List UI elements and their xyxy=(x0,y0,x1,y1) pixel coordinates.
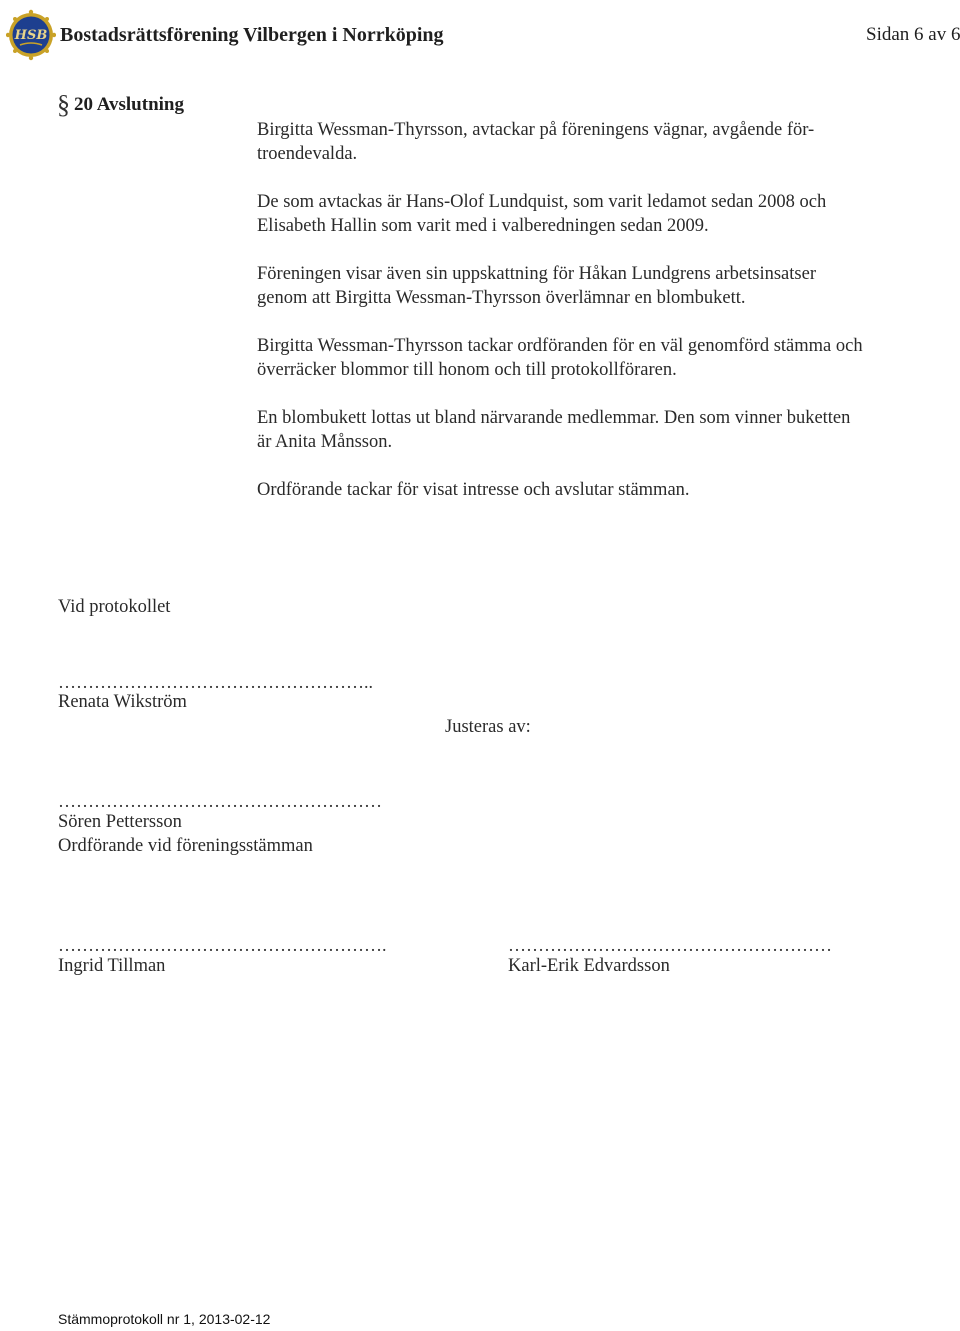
paragraph: Föreningen visar även sin uppskattning för Håkan Lundgrens arbetsinsatser genom att Birgitta Wessman-Thyrsson överlämnar en blombukett. xyxy=(257,264,816,308)
hsb-logo xyxy=(6,8,56,62)
justeras-label: Justeras av: xyxy=(445,717,531,737)
paragraph: Birgitta Wessman-Thyrsson, avtackar på föreningens vägnar, avgående för- troendevalda. xyxy=(257,120,815,164)
footer-text: Stämmoprotokoll nr 1, 2013-02-12 xyxy=(58,1311,271,1327)
signature-line: ……………………………………………… xyxy=(508,935,832,955)
signature-line: …………………………………………….. xyxy=(58,672,373,692)
paragraph: En blombukett lottas ut bland närvarande medlemmar. Den som vinner buketten är Anita Månsson. xyxy=(257,408,851,452)
logo-text: HSB xyxy=(14,28,48,43)
paragraph: Ordförande tackar för visat intresse och avslutar stämman. xyxy=(257,480,690,500)
signature-line: ………………………………………………. xyxy=(58,935,387,955)
signer-name: Ingrid Tillman xyxy=(58,956,166,976)
signer-name: Renata Wikström xyxy=(58,692,187,712)
section-mark: § xyxy=(57,90,70,119)
signer-name: Sören Pettersson xyxy=(58,812,182,832)
vid-protokollet-label: Vid protokollet xyxy=(58,597,171,617)
paragraph: Birgitta Wessman-Thyrsson tackar ordföranden för en väl genomförd stämma och överräcker blommor till honom och till protokollföraren. xyxy=(257,336,863,380)
paragraph: De som avtackas är Hans-Olof Lundquist, som varit ledamot sedan 2008 och Elisabeth Hallin som varit med i valberedningen sedan 2009. xyxy=(257,192,827,236)
organization-name: Bostadsrättsförening Vilbergen i Norrköping xyxy=(60,24,444,46)
signer-name: Karl-Erik Edvardsson xyxy=(508,956,670,976)
section-title: 20 Avslutning xyxy=(74,94,184,115)
signature-line: ……………………………………………… xyxy=(58,791,382,811)
signer-role: Ordförande vid föreningsstämman xyxy=(58,836,313,856)
page-number: Sidan 6 av 6 xyxy=(866,24,960,45)
